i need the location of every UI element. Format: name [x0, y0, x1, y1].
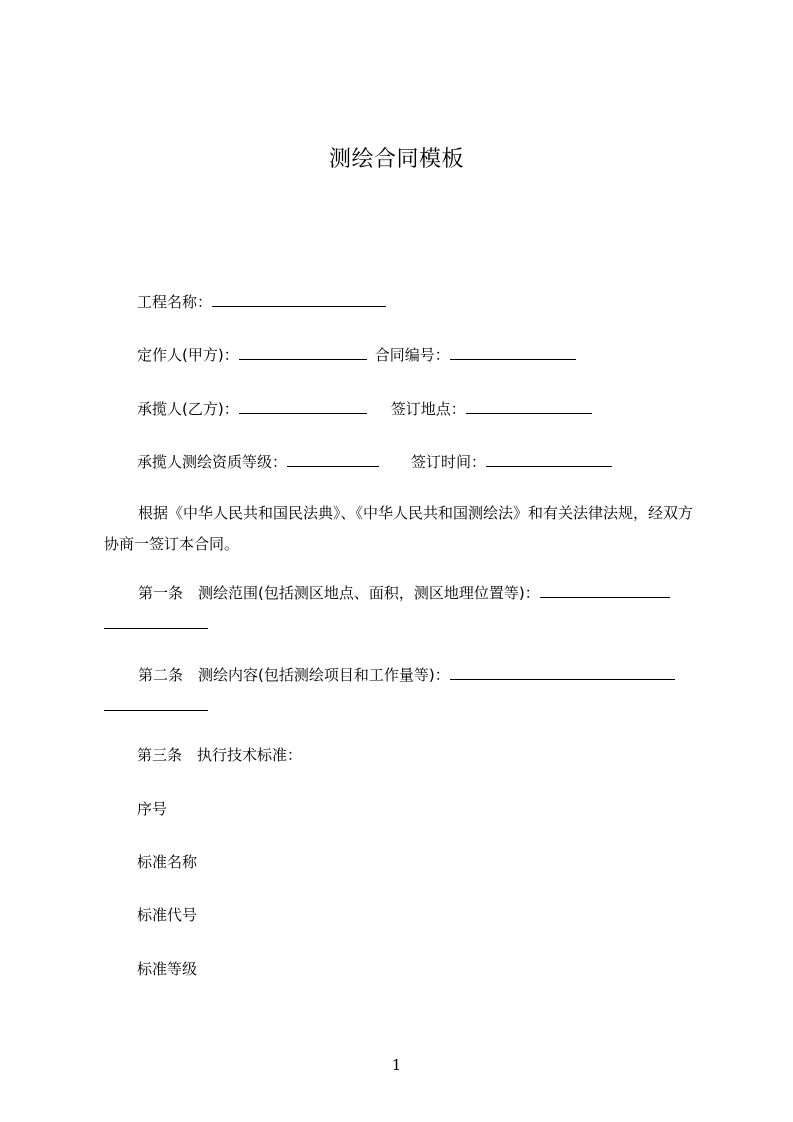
sign-place-input[interactable] [466, 399, 592, 414]
article-1-number: 第一条 [138, 584, 184, 602]
sign-place-label: 签订地点： [390, 400, 466, 418]
standard-column-level: 标准等级 [137, 960, 198, 978]
article-1-input-continued[interactable] [104, 614, 208, 629]
party-b-label: 承揽人(乙方)： [137, 400, 239, 418]
article-2 [104, 660, 704, 722]
page-title: 测绘合同模板 [328, 147, 464, 172]
article-2-input[interactable] [450, 665, 675, 680]
party-a-input[interactable] [239, 345, 367, 360]
party-b-row [137, 398, 592, 419]
qualification-input[interactable] [287, 452, 379, 467]
article-2-number: 第二条 [138, 666, 184, 684]
standard-column-serial: 序号 [137, 800, 168, 818]
article-3-text: 执行技术标准： [197, 746, 303, 764]
article-1-text: 测绘范围(包括测区地点、面积，测区地理位置等)： [198, 584, 540, 602]
party-a-label: 定作人(甲方)： [137, 346, 239, 364]
article-3-number: 第三条 [137, 746, 183, 764]
article-1-input[interactable] [540, 583, 670, 598]
intro-paragraph: 根据《中华人民共和国民法典》、《中华人民共和国测绘法》和有关法律法规，经双方协商一签订本合同。 [104, 504, 694, 553]
party-a-row [137, 344, 576, 365]
party-b-input[interactable] [239, 399, 367, 414]
project-name-input[interactable] [212, 292, 386, 307]
page-number: 1 [391, 1056, 402, 1074]
project-name-row [137, 291, 386, 312]
article-3 [137, 744, 302, 765]
standard-column-code: 标准代号 [137, 906, 198, 924]
standard-column-name: 标准名称 [137, 853, 198, 871]
qualification-row [137, 451, 612, 472]
contract-no-label: 合同编号： [374, 346, 450, 364]
article-1 [104, 578, 704, 640]
sign-time-label: 签订时间： [411, 453, 487, 471]
project-name-label: 工程名称： [137, 293, 213, 311]
qualification-label: 承揽人测绘资质等级： [137, 453, 288, 471]
sign-time-input[interactable] [486, 452, 612, 467]
contract-no-input[interactable] [450, 345, 576, 360]
article-2-input-continued[interactable] [104, 696, 208, 711]
article-2-text: 测绘内容(包括测绘项目和工作量等)： [198, 666, 450, 684]
